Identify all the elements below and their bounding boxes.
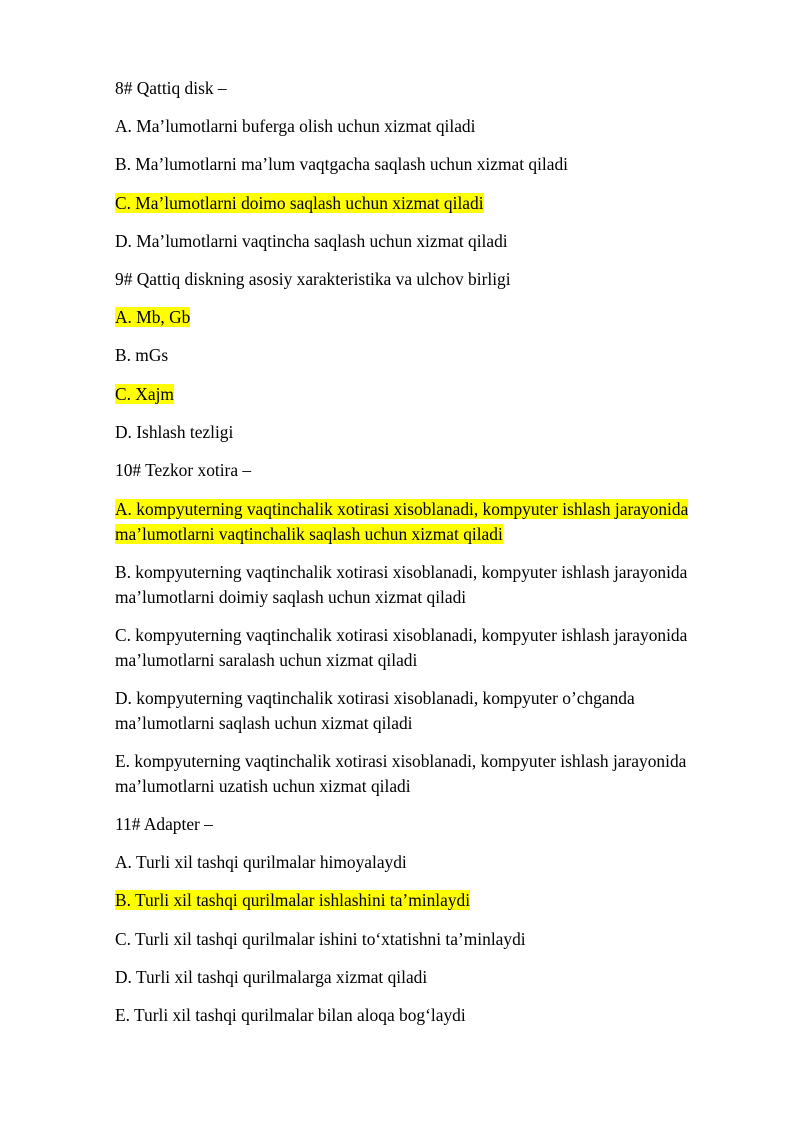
question-9-option-c bbox=[115, 382, 755, 406]
question-10-option-d-line-2: ma’lumotlarni saqlash uchun xizmat qiladi bbox=[115, 713, 413, 733]
question-11-option-a: A. Turli xil tashqi qurilmalar himoyalaydi bbox=[115, 852, 407, 872]
question-9-prompt: 9# Qattiq diskning asosiy xarakteristika va ulchov birligi bbox=[115, 269, 511, 289]
question-9-option-d: D. Ishlash tezligi bbox=[115, 422, 234, 442]
question-10-prompt: 10# Tezkor xotira – bbox=[115, 460, 252, 480]
highlighted-answer: A. kompyuterning vaqtinchalik xotirasi xisoblanadi, kompyuter ishlash jarayonida bbox=[115, 499, 689, 519]
question-9-option-b: B. mGs bbox=[115, 345, 169, 365]
question-8-option-a: A. Ma’lumotlarni buferga olish uchun xizmat qiladi bbox=[115, 116, 476, 136]
highlighted-answer: C. Ma’lumotlarni doimo saqlash uchun xizmat qiladi bbox=[115, 193, 484, 213]
question-10-option-b-line-1: B. kompyuterning vaqtinchalik xotirasi xisoblanadi, kompyuter ishlash jarayonida bbox=[115, 562, 688, 582]
question-10-option-d-line-1: D. kompyuterning vaqtinchalik xotirasi xisoblanadi, kompyuter o’chganda bbox=[115, 688, 635, 708]
question-8-option-d: D. Ma’lumotlarni vaqtincha saqlash uchun xizmat qiladi bbox=[115, 231, 508, 251]
question-11-option-c: C. Turli xil tashqi qurilmalar ishini to‘xtatishni ta’minlaydi bbox=[115, 929, 526, 949]
question-8-option-b: B. Ma’lumotlarni ma’lum vaqtgacha saqlash uchun xizmat qiladi bbox=[115, 154, 569, 174]
question-11-option-b bbox=[115, 888, 755, 912]
question-10-option-a-line-1 bbox=[115, 497, 755, 521]
highlighted-answer: A. Mb, Gb bbox=[115, 307, 191, 327]
question-10-option-c-line-2: ma’lumotlarni saralash uchun xizmat qiladi bbox=[115, 650, 418, 670]
highlighted-answer: C. Xajm bbox=[115, 384, 174, 404]
question-8-prompt: 8# Qattiq disk – bbox=[115, 78, 227, 98]
question-11-option-e: E. Turli xil tashqi qurilmalar bilan aloqa bog‘laydi bbox=[115, 1005, 466, 1025]
question-10-option-c-line-1: C. kompyuterning vaqtinchalik xotirasi xisoblanadi, kompyuter ishlash jarayonida bbox=[115, 625, 688, 645]
highlighted-answer: ma’lumotlarni vaqtinchalik saqlash uchun xizmat qiladi bbox=[115, 524, 503, 544]
question-10-option-a-line-2 bbox=[115, 522, 755, 546]
highlighted-answer: B. Turli xil tashqi qurilmalar ishlashini ta’minlaydi bbox=[115, 890, 471, 910]
question-10-option-e-line-2: ma’lumotlarni uzatish uchun xizmat qiladi bbox=[115, 776, 411, 796]
question-11-prompt: 11# Adapter – bbox=[115, 814, 213, 834]
question-9-option-a bbox=[115, 305, 755, 329]
question-8-option-c bbox=[115, 191, 755, 215]
question-11-option-d: D. Turli xil tashqi qurilmalarga xizmat qiladi bbox=[115, 967, 428, 987]
question-10-option-e-line-1: E. kompyuterning vaqtinchalik xotirasi xisoblanadi, kompyuter ishlash jarayonida bbox=[115, 751, 687, 771]
question-10-option-b-line-2: ma’lumotlarni doimiy saqlash uchun xizmat qiladi bbox=[115, 587, 467, 607]
